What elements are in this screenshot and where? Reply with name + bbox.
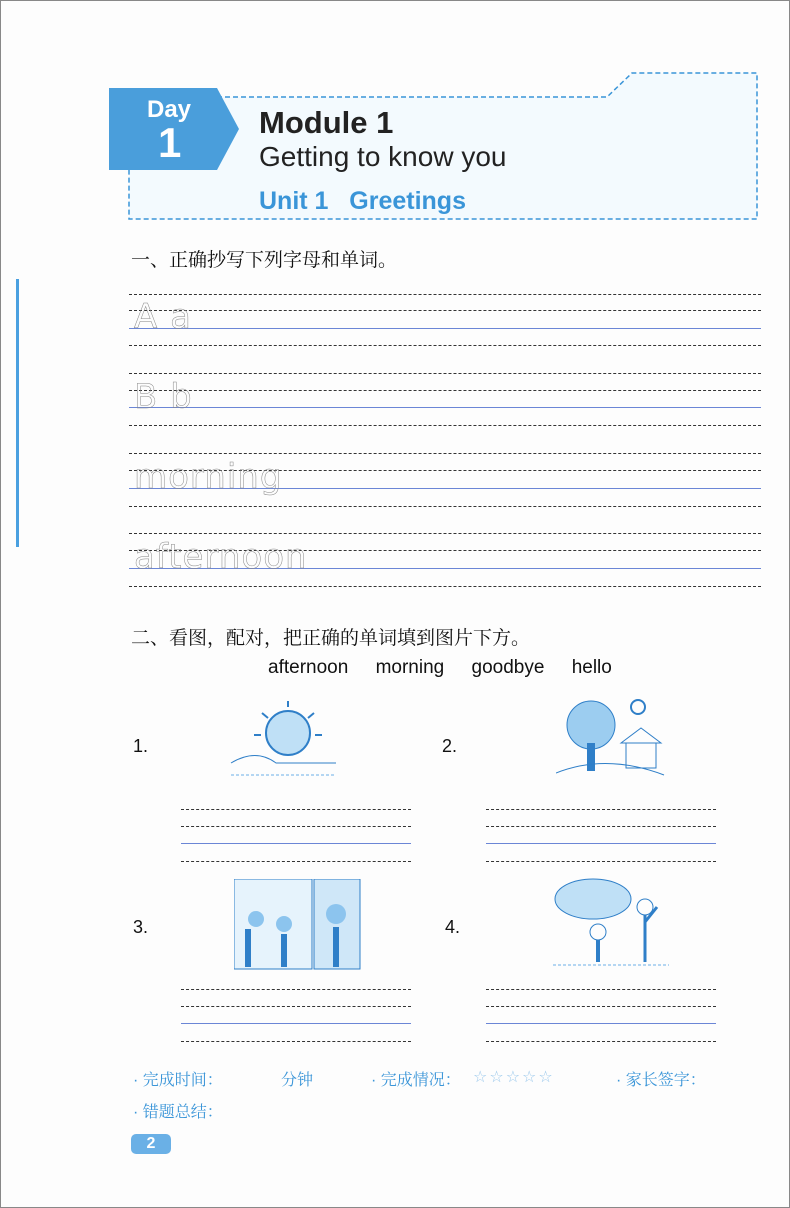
trace-text: afternoon: [134, 537, 308, 577]
time-unit: 分钟: [281, 1072, 314, 1089]
tree-house-picture: [556, 693, 666, 788]
day-label: Day: [147, 96, 192, 123]
page-number: 2: [131, 1134, 171, 1154]
rating-stars[interactable]: ☆☆☆☆☆: [473, 1069, 555, 1086]
module-title: Module 1: [259, 105, 394, 140]
day-number: 1: [158, 119, 182, 166]
parent-signature-label: · 家长签字：: [616, 1072, 706, 1089]
item-number: 2.: [442, 736, 458, 756]
item-number: 4.: [445, 917, 461, 937]
word-bank: [268, 657, 634, 679]
sun-picture: [226, 693, 341, 785]
status-label: · 完成情况：: [371, 1072, 461, 1089]
errors-summary-label: · 错题总结：: [133, 1104, 223, 1121]
word: goodbye: [471, 657, 545, 678]
item-number: 1.: [133, 736, 149, 756]
greeting-picture: [234, 879, 362, 971]
unit-title: Unit 1 Greetings: [259, 187, 466, 215]
trace-text: A a: [134, 297, 192, 337]
word: hello: [571, 657, 612, 678]
section2-instruction: 二、看图，配对，把正确的单词填到图片下方。: [131, 628, 531, 649]
children-picture: [553, 877, 671, 969]
module-subtitle: Getting to know you: [259, 141, 507, 172]
word: afternoon: [268, 657, 349, 678]
section1-instruction: 一、正确抄写下列字母和单词。: [131, 250, 398, 271]
trace-text: B b: [134, 377, 193, 417]
item-number: 3.: [133, 917, 149, 937]
time-label: · 完成时间：: [133, 1072, 223, 1089]
word: morning: [375, 657, 445, 678]
margin-bar: [16, 279, 19, 547]
trace-text: morning: [134, 457, 283, 497]
